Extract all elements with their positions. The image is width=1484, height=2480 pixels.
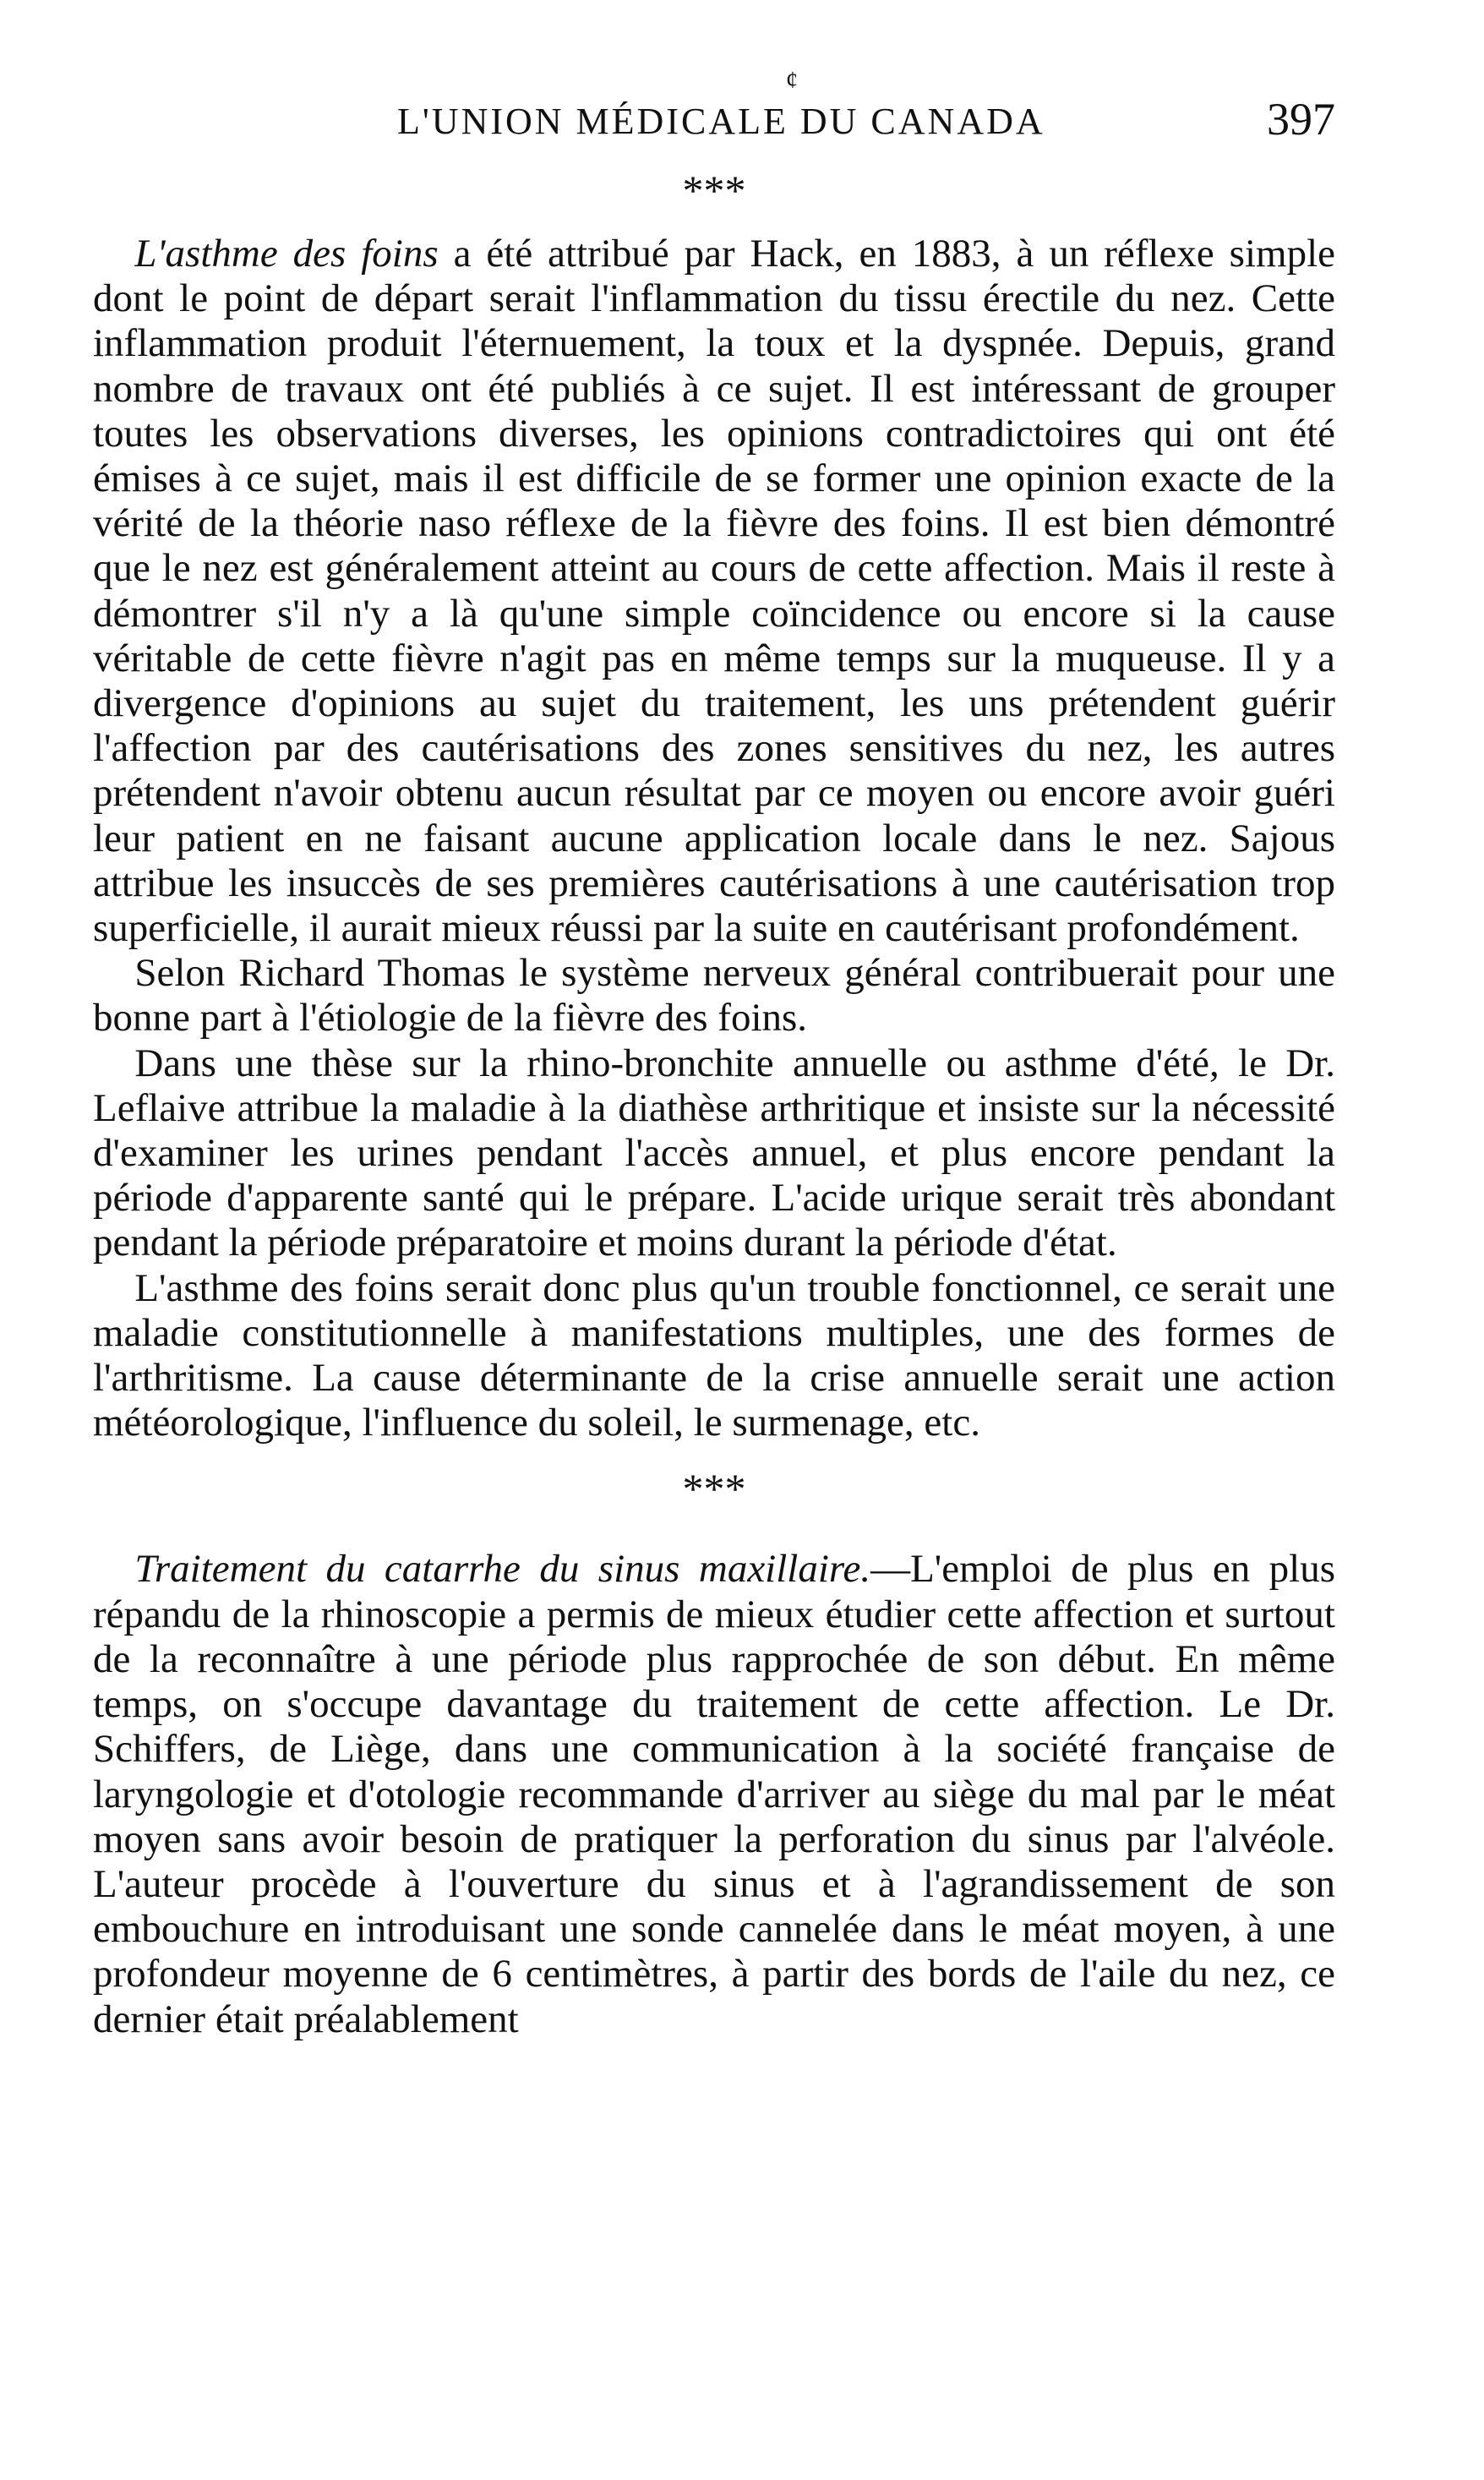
paragraph-text: a été attribué par Hack, en 1883, à un réflexe simple dont le point de départ serait l'inflammation du tissu érectile du nez. Cette inflammation produit l'éternuement, la toux et la dyspnée. Depuis, grand nombre de travaux ont été publiés à ce sujet. Il est intéressant de grouper toutes les observations diverses, les opinions contradictoires qui ont été émises à ce sujet, mais il est difficile de se former une opinion exacte de la vérité de la théorie naso réflexe de la fièvre des foins. Il est bien démontré que le nez est généralement atteint au cours de cette affection. Mais il reste à démontrer s'il n'y a là qu'une simple coïncidence ou encore si la cause véritable de cette fièvre n'agit pas en même temps sur la muqueuse. Il y a divergence d'opinions au sujet du traitement, les uns prétendent guérir l'affection par des cautérisations des zones sensitives du nez, les autres prétendent n'avoir obtenu aucun résultat par ce moyen ou encore avoir guéri leur patient en ne faisant aucune application locale dans le nez. Sajous attribue les insuccès de ses premières cautérisations à une cautérisation trop superficielle, il aurait mieux réussi par la suite en cautérisant profondément. [93, 232, 1335, 951]
paragraph: Selon Richard Thomas le système nerveux général contribuerait pour une bonne part à l'étiologie de la fièvre des foins. [93, 951, 1335, 1041]
section-asthme-des-foins [93, 232, 1335, 1445]
paragraph: L'asthme des foins serait donc plus qu'un trouble fonctionnel, ce serait une maladie constitutionnelle à manifestations multiples, une des formes de l'arthritisme. La cause déterminante de la crise annuelle serait une action météorologique, l'influence du soleil, le surmenage, etc. [93, 1265, 1335, 1445]
paragraph: Dans une thèse sur la rhino-bronchite annuelle ou asthme d'été, le Dr. Leflaive attribue la maladie à la diathèse arthritique et insiste sur la nécessité d'examiner les urines pendant l'accès annuel, et plus encore pendant la période d'apparente santé qui le prépare. L'acide urique serait très abondant pendant la période préparatoire et moins durant la période d'état. [93, 1041, 1335, 1265]
section-catarrhe-sinus [93, 1547, 1335, 2041]
page-number: 397 [1267, 94, 1335, 145]
section-separator: *** [682, 167, 746, 214]
running-header [93, 68, 1335, 178]
paragraph [93, 232, 1335, 951]
section-lead-title: Traitement du catarrhe du sinus maxillaire. [134, 1547, 871, 1592]
section-lead-title: L'asthme des foins [134, 232, 439, 276]
running-title: L'UNION MÉDICALE DU CANADA [397, 101, 1045, 142]
section-separator: *** [682, 1465, 746, 1513]
paragraph [93, 1547, 1335, 2041]
page [93, 68, 1335, 2042]
paragraph-text: —L'emploi de plus en plus répandu de la rhinoscopie a permis de mieux étudier cette affection et surtout de la reconnaître à une période plus rapprochée de son début. En même temps, on s'occupe davantage du traitement de cette affection. Le Dr. Schiffers, de Liège, dans une communication à la société française de laryngologie et d'otologie recommande d'arriver au siège du mal par le méat moyen sans avoir besoin de pratiquer la perforation du sinus par l'alvéole. L'auteur procède à l'ouverture du sinus et à l'agrandissement de son embouchure en introduisant une sonde cannelée dans le méat moyen, à une profondeur moyenne de 6 centimètres, à partir des bords de l'aile du nez, ce dernier était préalablement [93, 1547, 1335, 2041]
stray-mark: ¢ [786, 68, 798, 94]
